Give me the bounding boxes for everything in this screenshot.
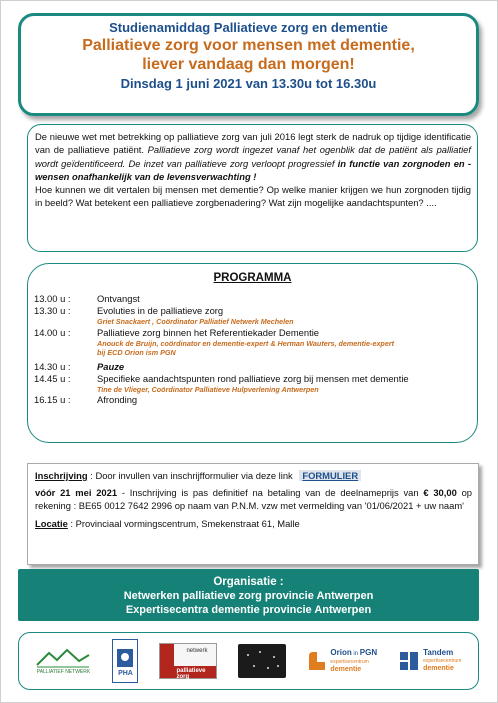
intro-questions: Hoe kunnen we dit vertalen bij mensen met dementie? Op welke manier krijgen we hun zorgnoden tijdig in beeld? Wat betekent een palliatieve zorgbenadering? Wat zijn mogelijke aandachtspunten? .... <box>35 184 471 209</box>
programma-box <box>27 263 478 443</box>
program-desc: Ontvangst <box>97 293 140 304</box>
intro-box <box>27 124 478 252</box>
pgn-label: PGN <box>359 647 378 657</box>
organisatie-line: Expertisecentra dementie provincie Antwerpen <box>125 604 372 616</box>
bank-account-text: op rekening : BE65 0012 7642 2996 op naam van P.N.M. vzw met vermelding van '01/06/2021 + uw naam' <box>35 487 473 512</box>
locatie-label: Locatie <box>35 517 68 529</box>
palliatief-netwerk-label: PALLIATIEF NETWERK <box>36 669 91 675</box>
event-title-line2: liever vandaag dan morgen! <box>142 56 355 73</box>
program-desc: Evoluties in de palliatieve zorg <box>97 305 224 316</box>
organisatie-title: Organisatie : <box>213 576 284 588</box>
program-row <box>34 394 471 406</box>
program-row <box>34 293 471 305</box>
program-row <box>34 327 471 339</box>
program-time: 14.30 u : <box>34 360 71 372</box>
program-speaker: Tine de Vlieger, Coördinator Palliatieve Hulpverlening Antwerpen <box>97 384 319 394</box>
inschrijving-box <box>27 463 479 565</box>
inschrijving-label: Inschrijving <box>35 470 88 481</box>
program-desc: Pauze <box>97 360 125 372</box>
program-time: 13.30 u : <box>34 305 71 316</box>
program-speaker: Anouck de Bruijn, coördinator en dementie-expert & Herman Wauters, dementie-expert <box>97 338 395 348</box>
orion-sub1-label: expertisecentrum <box>330 658 369 665</box>
intro-emphasis-text: in functie van zorgnoden en -wensen onafhankelijk van de levensverwachting ! <box>35 157 471 182</box>
inschrijving-conditions: - Inschrijving is pas definitief na betaling van de deelnameprijs van <box>117 487 424 499</box>
orion-shape-icon <box>307 650 327 672</box>
formulier-link[interactable]: FORMULIER <box>299 470 361 481</box>
tandem-logo <box>398 649 461 673</box>
tandem-label: Tandem <box>423 648 454 657</box>
orion-sub2-label: dementie <box>330 665 362 673</box>
palliatieve-zorg-label: palliatieve zorg <box>176 668 206 680</box>
program-time: 16.15 u : <box>34 394 71 405</box>
tandem-sub1-label: expertisecentrum <box>423 658 462 664</box>
locatie-text: : Provinciaal vormingscentrum, Smekenstraat 61, Malle <box>67 517 300 529</box>
intro-text: De nieuwe wet met betrekking op palliatieve zorg van juli 2016 legt sterk de nadruk op tijdige identificatie van de palliatieve patiënt. <box>35 131 471 156</box>
pha-logo <box>112 639 138 683</box>
tandem-sub2-label: dementie <box>423 665 454 672</box>
program-time: 13.00 u : <box>34 293 71 304</box>
palliatief-netwerk-logo <box>35 647 91 675</box>
program-row <box>34 305 471 317</box>
orion-label: Orion <box>330 647 352 657</box>
program-row <box>34 361 471 373</box>
organisatie-line: Netwerken palliatieve zorg provincie Antwerpen <box>123 590 374 602</box>
program-row <box>34 373 471 385</box>
event-title-line1: Palliatieve zorg voor mensen met dementie, <box>82 37 415 54</box>
deadline-date: vóór 21 mei 2021 <box>35 487 118 499</box>
inschrijving-text: : Door invullen van inschrijfformulier via deze link <box>87 470 293 481</box>
tandem-shape-icon <box>398 650 420 672</box>
program-time: 14.45 u : <box>34 372 71 384</box>
netwerk-label: netwerk <box>186 648 208 654</box>
netwerk-palliatieve-zorg-logo <box>159 643 217 679</box>
intro-italic-text: Palliatieve zorg wordt ingezet vanaf het ogenblik dat de patiënt als palliatief wordt geïdentificeerd. De inzet van palliatieve zorg verloopt progressief <box>35 144 471 169</box>
dark-logo <box>238 644 286 678</box>
program-desc: Afronding <box>97 394 138 405</box>
price: € 30,00 <box>423 487 457 499</box>
event-type: Studienamiddag Palliatieve zorg en dementie <box>109 20 388 35</box>
program-speaker-affiliation: bij ECD Orion ism PGN <box>97 348 176 357</box>
pha-emblem-icon <box>114 646 136 670</box>
orion-pgn-logo: Orion in PGN expertisecentrum dementie <box>307 649 377 674</box>
event-date: Dinsdag 1 juni 2021 van 13.30u tot 16.30u <box>120 76 377 91</box>
stars-icon <box>240 646 284 676</box>
program-desc: Specifieke aandachtspunten rond palliatieve zorg bij mensen met dementie <box>97 372 409 384</box>
program-time: 14.00 u : <box>34 326 71 338</box>
header-box <box>18 13 479 116</box>
logos-box <box>18 632 479 690</box>
pha-label: PHA <box>118 669 133 677</box>
program-desc: Palliatieve zorg binnen het Referentiekader Dementie <box>97 326 320 338</box>
mountain-icon <box>35 647 91 669</box>
programma-title: PROGRAMMA <box>213 272 292 284</box>
organisatie-box <box>18 569 479 621</box>
program-speaker: Griet Snackaert , Coördinator Palliatief Netwerk Mechelen <box>97 317 294 326</box>
